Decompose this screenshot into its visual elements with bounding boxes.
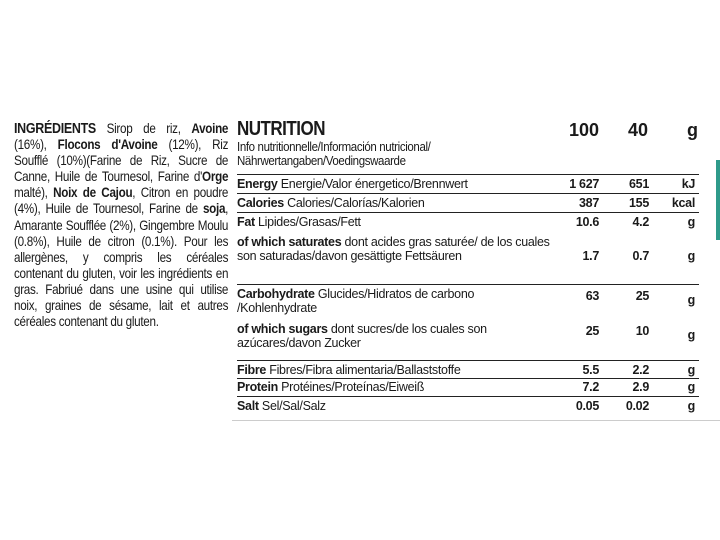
ingredients-part: malté),: [14, 185, 54, 201]
value-100: 25: [585, 324, 599, 338]
value-100: 387: [579, 196, 599, 210]
row-label-rest: dont sucres/de los cuales son azúcares/davon Zucker: [237, 322, 487, 350]
value-40: 2.9: [632, 380, 649, 394]
unit: g: [687, 215, 695, 229]
row-label: Carbohydrate: [237, 287, 315, 301]
row-label-rest: Lipides/Grasas/Fett: [254, 215, 361, 229]
row-label: Calories: [237, 196, 284, 210]
unit: kJ: [681, 177, 695, 191]
value-40: 0.02: [625, 399, 649, 413]
row-label: of which saturates: [237, 235, 342, 249]
table-rule: [237, 378, 699, 379]
column-header-40: 40: [628, 120, 649, 140]
row-label: Fat: [237, 215, 255, 229]
nutrition-subtitle: Info nutritionnelle/Información nutricional/ Nährwertangaben/Voedingswaarde: [237, 140, 431, 168]
nutrition-title: NUTRITION: [237, 118, 325, 140]
ingredients-allergen: soja: [202, 201, 226, 217]
row-label: Energy: [237, 177, 278, 191]
unit: kcal: [671, 196, 695, 210]
table-row: [237, 235, 699, 279]
value-100: 10.6: [575, 215, 599, 229]
row-label-rest: Energie/Valor énergetico/Brennwert: [277, 177, 468, 191]
table-rule: [237, 212, 699, 213]
value-100: 0.05: [575, 399, 599, 413]
row-label: Fibre: [237, 363, 267, 377]
row-label-rest: Calories/Calorías/Kalorien: [283, 196, 425, 210]
ingredients-allergen: Noix de Cajou: [53, 185, 133, 201]
table-rule: [237, 396, 699, 397]
unit: g: [687, 363, 695, 377]
ingredients-heading: INGRÉDIENTS: [14, 121, 96, 137]
value-100: 63: [585, 289, 599, 303]
table-rule: [237, 193, 699, 194]
table-row: [237, 322, 699, 352]
table-rule: [237, 284, 699, 285]
ingredients-text: [14, 121, 228, 330]
table-rule: [237, 174, 699, 175]
ingredients-allergen: Avoine: [191, 121, 229, 136]
value-40: 10: [635, 324, 649, 338]
ingredients-allergen: Orge: [202, 169, 229, 185]
row-label-rest: Fibres/Fibra alimentaria/Ballaststoffe: [266, 363, 461, 377]
unit: g: [687, 328, 695, 342]
row-label: Protein: [237, 380, 278, 394]
unit: g: [687, 293, 695, 307]
row-label-rest: Protéines/Proteínas/Eiweiß: [277, 380, 425, 394]
value-100: 1 627: [569, 177, 599, 191]
ingredients-allergen: Flocons d'Avoine: [57, 137, 158, 153]
row-label-rest: Glucides/Hidratos de carbono /Kohlenhydrate: [237, 287, 475, 315]
value-40: 2.2: [632, 363, 649, 377]
value-40: 25: [635, 289, 649, 303]
ingredients-part: , Citron en poudre (4%), Huile de Tournesol, Farine de: [14, 185, 229, 217]
value-40: 0.7: [632, 249, 649, 263]
row-label-rest: Sel/Sal/Salz: [258, 399, 326, 413]
ingredients-part: , Amarante Soufflée (2%), Gingembre Moulu (0.8%), Huile de citron (0.1%). Pour les allergènes, y compris les céréales contenant du gluten, voir les ingrédients en gras. Fabriué dans une usine qui utilise noix, graines de sésame, lait et autres céréales contenant du gluten.: [14, 201, 229, 330]
column-header-100: 100: [569, 120, 600, 140]
bottom-divider: [232, 420, 720, 421]
row-label-rest: dont acides gras saturée/ de los cuales son saturadas/davon gesättigte Fettsäuren: [237, 235, 550, 263]
unit: g: [687, 399, 695, 413]
ingredients-part: (16%),: [14, 137, 58, 153]
column-header-unit: g: [687, 120, 698, 140]
table-rule: [237, 360, 699, 361]
ingredients-part: (12%), Riz Soufflé (10%)(Farine de Riz, Sucre de Canne, Huile de Tournesol, Farine d': [14, 137, 229, 185]
unit: g: [687, 249, 695, 263]
row-label: Salt: [237, 399, 259, 413]
value-40: 4.2: [632, 215, 649, 229]
edge-color-strip: [716, 160, 720, 240]
value-40: 651: [629, 177, 649, 191]
table-row: [237, 287, 699, 317]
value-100: 1.7: [582, 249, 599, 263]
ingredients-part: Sirop de riz,: [95, 121, 192, 136]
unit: g: [687, 380, 695, 394]
value-100: 7.2: [582, 380, 599, 394]
value-100: 5.5: [582, 363, 599, 377]
row-label: of which sugars: [237, 322, 328, 336]
value-40: 155: [629, 196, 649, 210]
